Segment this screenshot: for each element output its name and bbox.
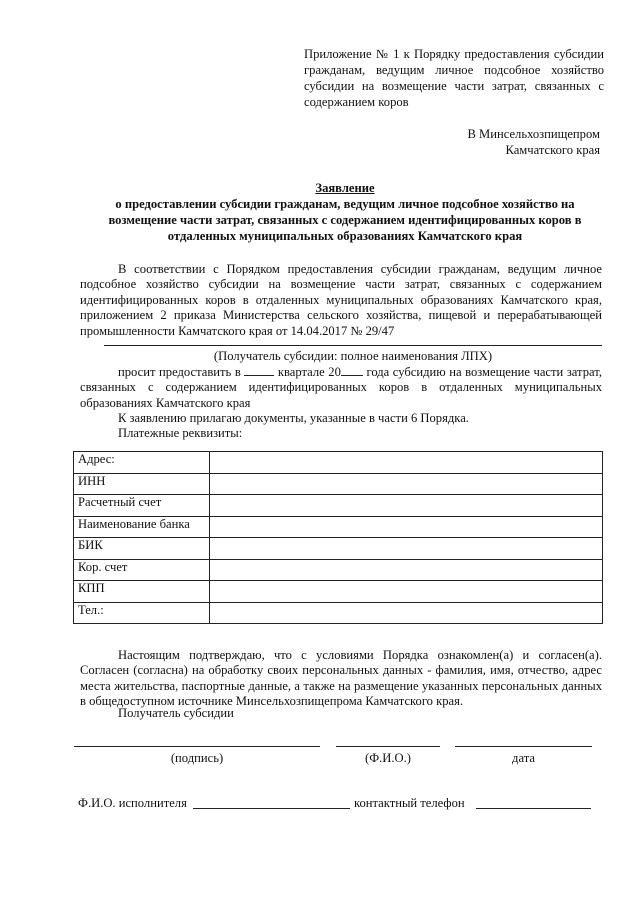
date-caption: дата xyxy=(512,751,535,765)
recipient-caption: (Получатель субсидии: полное наименования ЛПХ) xyxy=(213,349,493,363)
fio-caption: (Ф.И.О.) xyxy=(365,751,411,765)
requisites-row xyxy=(74,516,603,538)
requisite-value-field[interactable] xyxy=(210,516,603,538)
signature-caption: (подпись) xyxy=(170,751,224,765)
contact-phone-field[interactable] xyxy=(476,808,591,809)
addressee xyxy=(467,126,600,158)
addressee-line-1: В Минсельхозпищепром xyxy=(467,127,600,141)
title-subtitle: о предоставлении субсидии гражданам, ведущим личное подсобное хозяйство на возмещение части затрат, связанных с содержанием идентифицированных коров в отдаленных муниципальных образованиях Камчатского края xyxy=(108,197,582,243)
requisites-row xyxy=(74,495,603,517)
requisites-row xyxy=(74,559,603,581)
requisites-row xyxy=(74,602,603,624)
request-paragraph xyxy=(80,364,602,411)
requisite-label: БИК xyxy=(74,538,210,560)
requisites-row xyxy=(74,473,603,495)
date-field[interactable] xyxy=(455,746,592,747)
contact-phone-label: контактный телефон xyxy=(354,796,465,810)
request-text-1: просит предоставить в xyxy=(118,365,241,379)
requisite-label: КПП xyxy=(74,581,210,603)
request-text-2: квартале 20 xyxy=(277,365,341,379)
requisite-value-field[interactable] xyxy=(210,581,603,603)
requisite-value-field[interactable] xyxy=(210,473,603,495)
document-title xyxy=(80,180,610,244)
requisites-row xyxy=(74,538,603,560)
requisites-row xyxy=(74,452,603,474)
executor-fio-field[interactable] xyxy=(193,808,350,809)
request-text-3: года субсидию на возмещение части затрат, связанных с содержанием идентифицированных коров в отдаленных муниципальных образованиях Камчатского края xyxy=(80,365,602,410)
requisite-value-field[interactable] xyxy=(210,452,603,474)
requisite-label: Адрес: xyxy=(74,452,210,474)
year-field[interactable] xyxy=(341,364,363,376)
recipient-label: Получатель субсидии xyxy=(118,706,234,720)
requisite-label: Тел.: xyxy=(74,602,210,624)
recipient-name-field[interactable] xyxy=(104,345,602,346)
requisites-row xyxy=(74,581,603,603)
requisite-label: Кор. счет xyxy=(74,559,210,581)
requisite-value-field[interactable] xyxy=(210,602,603,624)
addressee-line-2: Камчатского края xyxy=(505,143,600,157)
executor-fio-label: Ф.И.О. исполнителя xyxy=(78,796,187,810)
requisite-value-field[interactable] xyxy=(210,538,603,560)
annex-note: Приложение № 1 к Порядку предоставления субсидии гражданам, ведущим личное подсобное хозяйство субсидии на возмещение части затрат, связанных с содержанием коров xyxy=(304,47,604,109)
signature-field[interactable] xyxy=(74,746,320,747)
payment-details-label: Платежные реквизиты: xyxy=(118,426,243,440)
consent-paragraph: Настоящим подтверждаю, что с условиями Порядка ознакомлен(а) и согласен(а). Согласен (согласна) на обработку своих персональных данных - фамилия, имя, отчество, адрес места жительства, паспортные данные, а также на размещение указанных персональных данных в общедоступном источнике Минсельхозпищепрома Камчатского края. xyxy=(80,648,602,709)
title-heading: Заявление xyxy=(315,181,375,195)
intro-paragraph: В соответствии с Порядком предоставления субсидии гражданам, ведущим личное подсобное хозяйство субсидии на возмещение части затрат, связанных с содержанием идентифицированных коров в отдаленных муниципальных образованиях Камчатского края, приложением 2 приказа Министерства сельского хозяйства, пищевой и перерабатывающей промышленности Камчатского края от 14.04.2017 № 29/47 xyxy=(80,262,602,338)
requisite-value-field[interactable] xyxy=(210,559,603,581)
signer-fio-field[interactable] xyxy=(336,746,440,747)
requisites-table xyxy=(73,451,603,624)
requisite-label: ИНН xyxy=(74,473,210,495)
requisite-value-field[interactable] xyxy=(210,495,603,517)
requisite-label: Наименование банка xyxy=(74,516,210,538)
attachments-line: К заявлению прилагаю документы, указанные в части 6 Порядка. xyxy=(118,411,469,425)
requisite-label: Расчетный счет xyxy=(74,495,210,517)
quarter-field[interactable] xyxy=(244,364,274,376)
